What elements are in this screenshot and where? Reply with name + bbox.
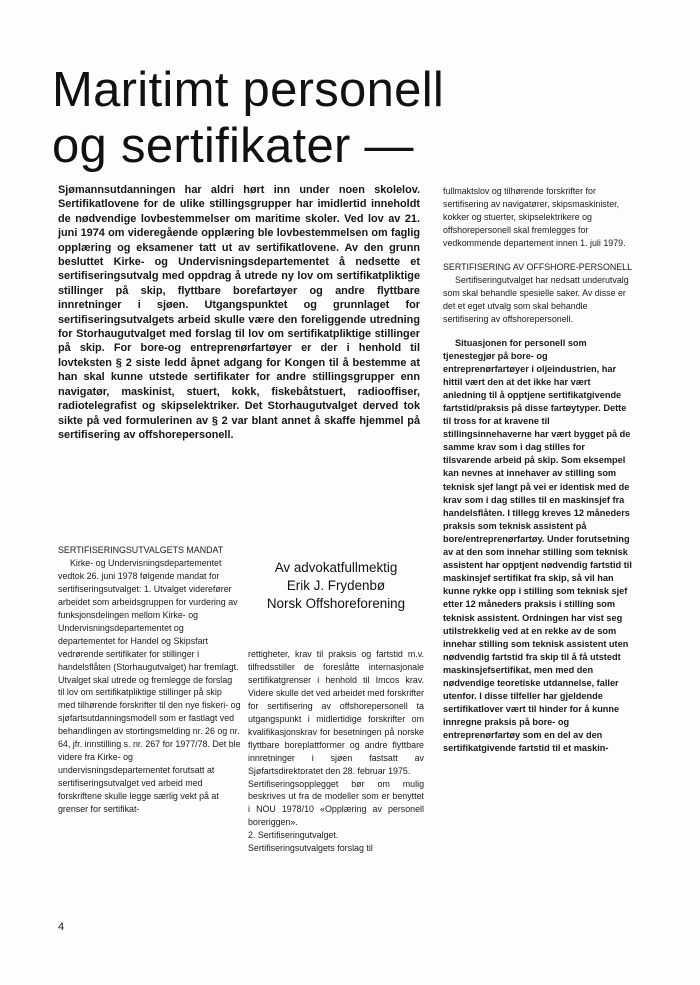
body-text: rettigheter, krav til praksis og fartstid m.v. tilfredsstiller de foreslåtte internasjonale sertifikatgrenser i henhold til Imcos krav. Videre skulle det ved arbeidet med forskrifter for sertifisering av offshorepersonell ta utgangspunkt i midlertidige forskrifter om kvalifikasjonskrav for besetningen på norske flyttbare boreplattformer og andre flyttbare innretninger i sjøen fastsatt av Sjøfartsdirektoratet den 28. februar 1975. bbox=[248, 649, 424, 776]
page-number: 4 bbox=[58, 921, 65, 933]
article-title bbox=[52, 62, 452, 174]
section-heading-offshore: SERTIFISERING AV OFFSHORE-PERSONELL bbox=[443, 261, 633, 272]
title-line-1: Maritimt personell bbox=[52, 63, 445, 117]
spacer bbox=[443, 326, 633, 337]
body-text: Sertifiseringsutvalgets forslag til bbox=[248, 843, 373, 854]
title-line-2: og sertifikater — bbox=[52, 119, 414, 173]
body-text: Sertifiseringutvalget har nedsatt underutvalg som skal behandle spesielle saker. Av disse er det et eget utvalg som skal behandle sertifisering av offshorepersonell. bbox=[443, 274, 629, 324]
byline-organisation: Norsk Offshoreforening bbox=[266, 596, 406, 611]
column-right bbox=[443, 185, 633, 756]
spacer bbox=[443, 250, 633, 261]
body-text: fullmaktslov og tilhørende forskrifter for sertifisering av navigatører, skipsmaskinister, kokker og stuerter, skipselektrikere og offshorepersonell skal fremlegges for vedkommende departement innen 1. juli 1979. bbox=[443, 186, 626, 248]
column-left bbox=[58, 544, 241, 816]
author-byline bbox=[248, 559, 424, 613]
byline-line-1: Av advokatfullmektig bbox=[274, 560, 398, 575]
lead-paragraph: Sjømannsutdanningen har aldri hørt inn under noen skolelov. Sertifikatlovene for de ulike stillingsgrupper har imidlertid inneholdt de nødvendige lovbestemmelser om maritime skoler. Ved lov av 21. juni 1974 om videregående opplæring ble lovbestemmelsen om faglig opplæring og eksamener tatt ut av sertifikatlovene. Av den grunn besluttet Kirke- og Undervisningsdepartementet å nedsette et sertifiseringsutvalg med oppdrag å utrede ny lov om sertifikatpliktige stillinger på skip, flyttbare borefartøyer og andre flyttbare innretninger i sjøen. Utgangspunktet og grunnlaget for sertifiseringsutvalgets arbeid skulle være den foreliggende utredning for Storhaugutvalget med forslag til lov om sertifikatpliktige stillinger på skip. For bore-og entreprenørfartøyer er der i henhold til lovteksten § 2 siste ledd åpnet adgang for Kongen til å bestemme at han skal kunne utstede sertifikater for andre stillingsgrupper enn navigatør, maskinist, stuert, kokk, fiskebåtstuert, radiooffiser, radiotelegrafist og skipselektriker. Det Storhaugutvalget derved tok sikte på ved formulerinen av § 2 var blant annet å skaffe hjemmel på sertifisering av offshorepersonell. bbox=[58, 184, 420, 441]
numbered-item: 2. Sertifiseringutvalget. bbox=[248, 830, 339, 841]
byline-author: Erik J. Frydenbø bbox=[286, 578, 386, 593]
column-middle bbox=[248, 648, 424, 855]
body-text: Kirke- og Undervisningsdepartementet vedtok 26. juni 1978 følgende mandat for sertifiseringsutvalget: 1. Utvalget viderefører arbeidet som arbeidsgruppen for vurdering av funksjonsdelingen mellom Kirke- og Undervisningsdepartementet og departementet for Handel og Skipsfart vedrørende sertifikater for stillinger i handelsflåten (Storhaugutvalget) har fremlagt. Utvalget skal utrede og fremlegge de forslag til lov om sertifikatpliktige stillinger på skip med tilhørende forskrifter til den nye fiskeri- og sjøfartsutdanningsmodell som er fastlagt ved behandlingen av stortingsmelding nr. 26 og nr. 64, jfr. innstilling s. nr. 267 for 1977/78. Det ble videre fra Kirke- og undervisningsdepartementet forutsatt at sertifiseringsutvalget ved arbeid med forskriftene skulle legge særlig vekt på at grenser for sertifikat- bbox=[58, 557, 241, 815]
section-heading-mandat: SERTIFISERINGSUTVALGETS MANDAT bbox=[58, 545, 224, 555]
body-text: Sertifiseringsopplegget bør om mulig beskrives ut fra de modeller som er benyttet i NOU 1978/10 «Opplæring av personell boreriggen». bbox=[248, 778, 424, 828]
bold-paragraph: Situasjonen for personell som tjenestegjør på bore- og entreprenørfartøyer i oljeindustrien, har hittil vært den at det ikke har vært anledning til å opptjene sertifikatgivende fartstid/praksis på disse fartøytyper. Dette til tross for at kravene til stillingsinnehaverne har vært bygget på de samme krav som i dag stilles for tilsvarende arbeid på skip. Som eksempel kan nevnes at innehaver av stilling som teknisk sjef langt på vei er identisk med de krav som i dag stilles til en maskinsjef fra handelsflåten. I tillegg kreves 12 måneders praksis som teknisk assistent på bore/entreprenørfartøy. Under forutsetning av at den som innehar stilling som teknisk assistent har opptjent nødvendig fartstid til maskinsjef sertifikat fra skip, så vil han kunne rykke opp i stilling som teknisk sjef etter 12 måneders praksis i stilling som teknisk assistent. Ordningen har vist seg utilstrekkelig ved at en rekke av de som innehar stilling som teknisk assistent uten nødvendig fartstid fra skip til å få utstedt maskinsjefsertifikat, men med den nødvendige teoretiske utdannelse, faller utenfor. I disse tilfeller har gjeldende sertifikatlover vært til hinder for å kunne innregne praksis på bore- og entreprenørfartøy som en del av den sertifikatgivende fartstid til et maskin- bbox=[443, 337, 632, 754]
